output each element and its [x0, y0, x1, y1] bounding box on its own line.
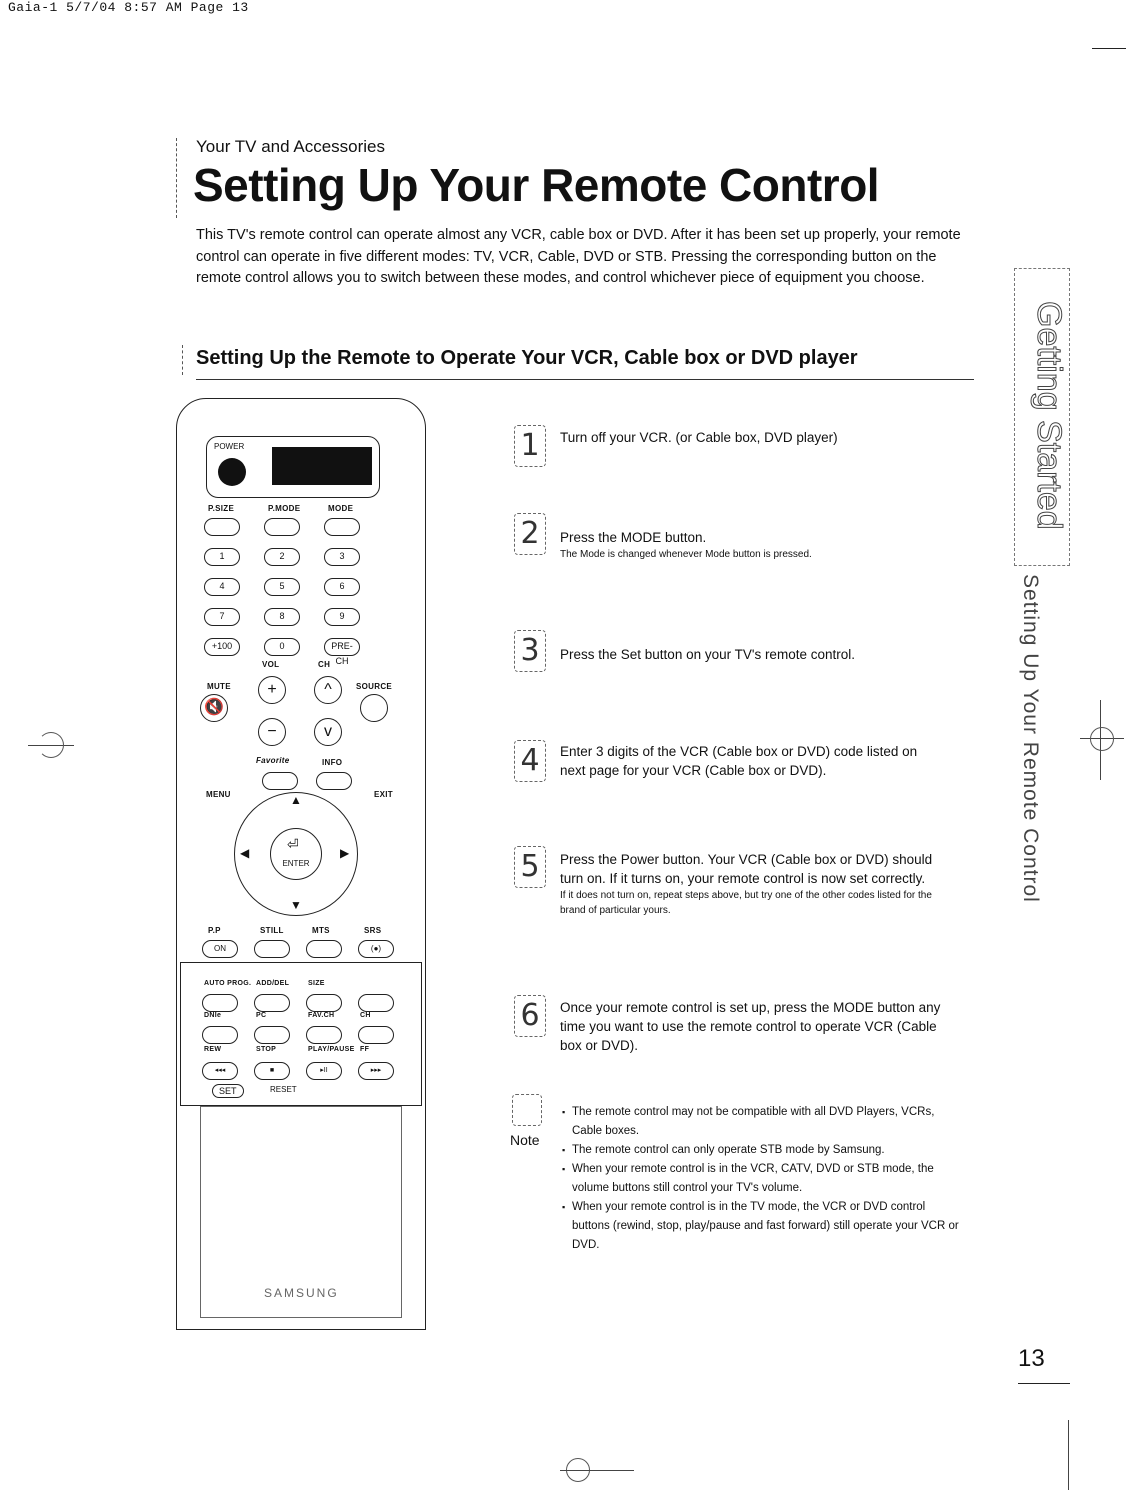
reset-button: RESET — [270, 1085, 297, 1094]
digit-key: 8 — [264, 608, 300, 626]
remote-key-label: P.SIZE — [208, 504, 235, 513]
subheading: Setting Up the Remote to Operate Your VCR, Cable box or DVD player — [196, 347, 858, 369]
mute-button: 🔇 — [200, 694, 228, 722]
step-text — [560, 528, 945, 562]
digit-key: +100 — [204, 638, 240, 656]
remote-key-label: PLAY/PAUSE — [308, 1046, 355, 1053]
step-instruction: Press the Power button. Your VCR (Cable box or DVD) should turn on. If it turns on, your remote control is now set correctly. — [560, 852, 933, 886]
side-tab-label: Getting Started — [1030, 300, 1068, 530]
step-instruction: Once your remote control is set up, press the MODE button any time you want to use the remote control to operate VCR (Cable box or DVD). — [560, 1000, 941, 1053]
subheading-rule — [196, 379, 974, 380]
arrow-down-icon: ▼ — [290, 898, 302, 912]
step-instruction: Enter 3 digits of the VCR (Cable box or DVD) code listed on next page for your VCR (Cable box or DVD). — [560, 744, 918, 778]
step-number: 2 — [514, 513, 546, 555]
digit-key: 0 — [264, 638, 300, 656]
note-label: Note — [510, 1132, 540, 1148]
step-text — [560, 850, 945, 918]
page-title: Setting Up Your Remote Control — [193, 159, 880, 211]
remote-key-label: P.MODE — [268, 504, 301, 513]
section-label: Your TV and Accessories — [196, 137, 386, 156]
digit-key: 9 — [324, 608, 360, 626]
step-number: 3 — [514, 630, 546, 672]
remote-key-label: FF — [360, 1046, 370, 1053]
note-item: ▪ When your remote control is in the VCR, CATV, DVD or STB mode, the volume buttons still control your TV's volume. — [562, 1160, 962, 1198]
arrow-up-icon: ▲ — [290, 793, 302, 807]
remote-key-label: CH — [360, 1012, 371, 1019]
side-running-title: Setting Up Your Remote Control — [1019, 574, 1042, 903]
power-label: POWER — [214, 442, 245, 451]
digit-key: 3 — [324, 548, 360, 566]
vol-down-button: − — [258, 718, 286, 746]
remote-key-label: P.P — [208, 926, 221, 935]
info-button — [316, 772, 352, 790]
remote-key-label: AUTO PROG. — [204, 980, 252, 987]
remote-key-label: STILL — [260, 926, 284, 935]
favorite-label: Favorite — [256, 756, 290, 765]
remote-key-label: PC — [256, 1012, 267, 1019]
ch-up-button: ^ — [314, 676, 342, 704]
step-number: 5 — [514, 846, 546, 888]
registration-mark — [560, 1470, 634, 1471]
page-number: 13 — [1018, 1345, 1045, 1372]
remote-key-label: ADD/DEL — [256, 980, 290, 987]
step-text — [560, 428, 945, 447]
remote-key: ▸▸▸ — [358, 1062, 394, 1080]
info-label: INFO — [322, 758, 343, 767]
brand-logo: SAMSUNG — [264, 1286, 339, 1300]
note-list — [562, 1103, 962, 1255]
registration-mark — [38, 732, 64, 758]
note-item: ▪ When your remote control is in the TV mode, the VCR or DVD control buttons (rewind, stop, play/pause and fast forward) still operate your VCR or DVD. — [562, 1198, 962, 1255]
digit-key: 4 — [204, 578, 240, 596]
step-text — [560, 645, 945, 664]
digit-key: PRE-CH — [324, 638, 360, 656]
remote-key-label: FAV.CH — [308, 1012, 335, 1019]
step-instruction: Press the MODE button. — [560, 530, 707, 545]
ch-down-button: v — [314, 718, 342, 746]
remote-key — [264, 518, 300, 536]
digit-key: 5 — [264, 578, 300, 596]
print-header: Gaia-1 5/7/04 8:57 AM Page 13 — [8, 0, 249, 15]
step-instruction: Press the Set button on your TV's remote control. — [560, 647, 855, 662]
favorite-button — [262, 772, 298, 790]
remote-key — [204, 518, 240, 536]
vol-up-button: + — [258, 676, 286, 704]
remote-key — [306, 940, 342, 958]
step-text — [560, 998, 945, 1055]
source-label: SOURCE — [356, 682, 393, 691]
mute-label: MUTE — [207, 682, 231, 691]
intro-paragraph: This TV's remote control can operate almost any VCR, cable box or DVD. After it has been set up properly, your remote control can operate in five different modes: TV, VCR, Cable, DVD or STB. Pressing the corresponding button on the remote control allows you to switch between these modes, and control whichever piece of equipment you choose. — [196, 227, 961, 286]
step-instruction: Turn off your VCR. (or Cable box, DVD player) — [560, 430, 838, 445]
step-subnote: If it does not turn on, repeat steps above, but try one of the other codes listed for the brand of particular yours. — [560, 890, 932, 916]
remote-key-label: REW — [204, 1046, 222, 1053]
remote-key-label: DNIe — [204, 1012, 222, 1019]
remote-key-label: MTS — [312, 926, 330, 935]
digit-key: 1 — [204, 548, 240, 566]
arrow-left-icon: ◀ — [240, 846, 250, 860]
step-text — [560, 742, 945, 780]
remote-key — [254, 940, 290, 958]
page-number-rule — [1018, 1383, 1070, 1384]
enter-icon: ⏎ — [287, 836, 299, 852]
menu-label: MENU — [206, 790, 231, 799]
set-button: SET — [212, 1084, 244, 1098]
remote-key-label: MODE — [328, 504, 354, 513]
ch-label: CH — [318, 660, 331, 669]
margin-mark — [182, 345, 183, 375]
remote-key: ON — [202, 940, 238, 958]
remote-key — [324, 518, 360, 536]
step-number: 6 — [514, 995, 546, 1037]
remote-key: ▸II — [306, 1062, 342, 1080]
margin-mark — [176, 138, 177, 218]
step-subnote: The Mode is changed whenever Mode button is pressed. — [560, 549, 812, 560]
digit-key: 7 — [204, 608, 240, 626]
source-button — [360, 694, 388, 722]
remote-key: ■ — [254, 1062, 290, 1080]
exit-label: EXIT — [374, 790, 393, 799]
note-item: ▪ The remote control may not be compatible with all DVD Players, VCRs, Cable boxes. — [562, 1103, 962, 1141]
digit-key: 6 — [324, 578, 360, 596]
vol-label: VOL — [262, 660, 280, 669]
remote-key-label: SRS — [364, 926, 382, 935]
digit-key: 2 — [264, 548, 300, 566]
registration-mark — [1068, 1420, 1069, 1490]
arrow-right-icon: ▶ — [340, 846, 350, 860]
registration-mark — [1090, 727, 1114, 751]
power-button — [218, 458, 246, 486]
step-number: 4 — [514, 740, 546, 782]
remote-lcd — [272, 447, 372, 485]
remote-key: (●) — [358, 940, 394, 958]
note-icon — [512, 1094, 542, 1126]
remote-key-label: STOP — [256, 1046, 277, 1053]
top-rule — [1092, 48, 1126, 49]
enter-button: ENTER — [270, 828, 322, 880]
step-number: 1 — [514, 425, 546, 467]
remote-key: ◂◂◂ — [202, 1062, 238, 1080]
remote-key-label: SIZE — [308, 980, 325, 987]
note-item: ▪ The remote control can only operate STB mode by Samsung. — [562, 1141, 962, 1160]
